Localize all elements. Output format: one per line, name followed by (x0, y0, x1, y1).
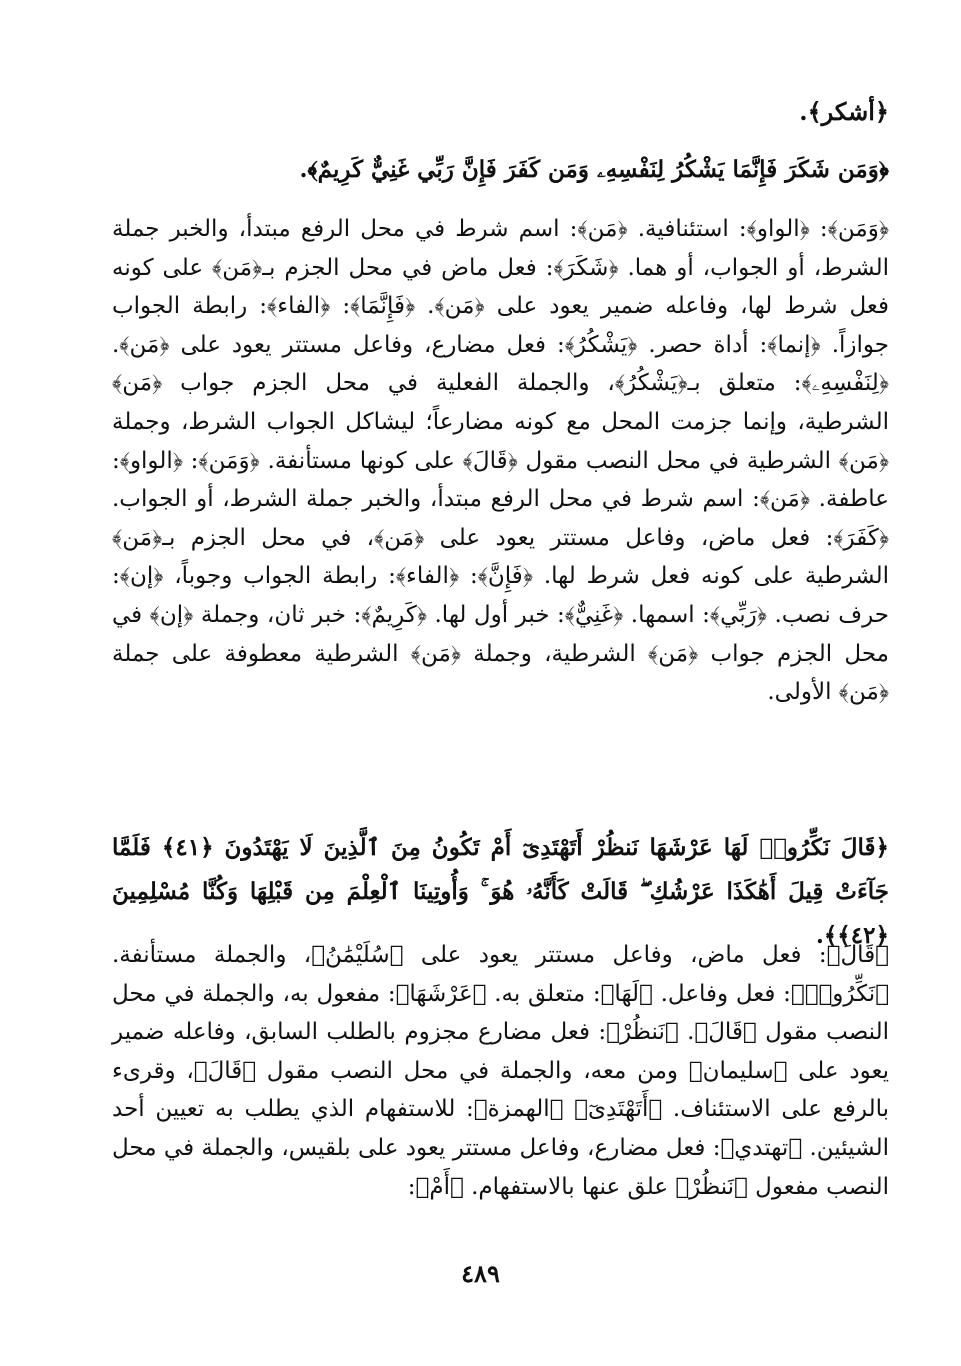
quran-verse-2: ﴿قَالَ نَكِّرُوا۟ لَهَا عَرْشَهَا نَنظُرْ أَتَهْتَدِىٓ أَمْ تَكُونُ مِنَ ٱلَّذِينَ لَا يَهْتَدُونَ ﴿٤١﴾ فَلَمَّا جَآءَتْ قِيلَ أَهَٰكَذَا عَرْشُكِ ۖ قَالَتْ كَأَنَّهُۥ هُوَ ۚ وَأُوتِينَا ٱلْعِلْمَ مِن قَبْلِهَا وَكُنَّا مُسْلِمِينَ ﴿٤٢﴾﴾. (112, 834, 889, 949)
grammar-commentary-2: ﴿قَالَ﴾: فعل ماض، وفاعل مستتر يعود على ﴿سُلَيْمَٰنُ﴾، والجملة مستأنفة. ﴿نَكِّرُوا۟﴾: فعل وفاعل. ﴿لَهَا﴾: متعلق به. ﴿عَرْشَهَا﴾: مفعول به، والجملة في محل النصب مقول ﴿قَالَ﴾. ﴿نَنظُرْ﴾: فعل مضارع مجزوم بالطلب السابق، وفاعله ضمير يعود على ﴿سليمان﴾ ومن معه، والجملة في محل النصب مقول ﴿قَالَ﴾، وقرىء بالرفع على الاستئناف. ﴿أَتَهْتَدِىٓ﴾ ﴿الهمزة﴾: للاستفهام الذي يطلب به تعيين أحد الشيئين. ﴿تهتدي﴾: فعل مضارع، وفاعل مستتر يعود على بلقيس، والجملة في محل النصب مفعول ﴿نَنظُرْ﴾ علق عنها بالاستفهام. ﴿أَمْ﴾: (112, 942, 889, 1200)
quran-verse-1: ﴿وَمَن شَكَرَ فَإِنَّمَا يَشْكُرُ لِنَفْسِهِۦ وَمَن كَفَرَ فَإِنَّ رَبِّي غَنِيٌّ كَرِيمٌ﴾. (299, 156, 889, 183)
grammar-commentary-1: ﴿وَمَن﴾: ﴿الواو﴾: استئنافية. ﴿مَن﴾: اسم شرط في محل الرفع مبتدأ، والخبر جملة الشرط، أو الجواب، أو هما. ﴿شَكَرَ﴾: فعل ماض في محل الجزم بـ﴿مَن﴾ على كونه فعل شرط لها، وفاعله ضمير يعود على ﴿مَن﴾. ﴿فَإِنَّمَا﴾: ﴿الفاء﴾: رابطة الجواب جوازاً. ﴿إنما﴾: أداة حصر. ﴿يَشْكُرُ﴾: فعل مضارع، وفاعل مستتر يعود على ﴿مَن﴾. ﴿لِنَفْسِهِۦ﴾: متعلق بـ﴿يَشْكُرُ﴾، والجملة الفعلية في محل الجزم جواب ﴿مَن﴾ الشرطية، وإنما جزمت المحل مع كونه مضارعاً؛ ليشاكل الجواب الشرط، وجملة ﴿مَن﴾ الشرطية في محل النصب مقول ﴿قَالَ﴾ على كونها مستأنفة. ﴿وَمَن﴾: ﴿الواو﴾: عاطفة. ﴿مَن﴾: اسم شرط في محل الرفع مبتدأ، والخبر جملة الشرط، أو الجواب. ﴿كَفَرَ﴾: فعل ماض، وفاعل مستتر يعود على ﴿مَن﴾، في محل الجزم بـ﴿مَن﴾ الشرطية على كونه فعل شرط لها. ﴿فَإِنَّ﴾: ﴿الفاء﴾: رابطة الجواب وجوباً، ﴿إن﴾: حرف نصب. ﴿رَبِّي﴾: اسمها. ﴿غَنِيٌّ﴾: خبر أول لها. ﴿كَرِيمٌ﴾: خبر ثان، وجملة ﴿إن﴾ في محل الجزم جواب ﴿مَن﴾ الشرطية، وجملة ﴿مَن﴾ الشرطية معطوفة على جملة ﴿مَن﴾ الأولى. (112, 216, 889, 706)
page-number: ٤٨٩ (461, 1259, 500, 1288)
continuation-line: ﴿أشكر﴾. (799, 97, 889, 126)
